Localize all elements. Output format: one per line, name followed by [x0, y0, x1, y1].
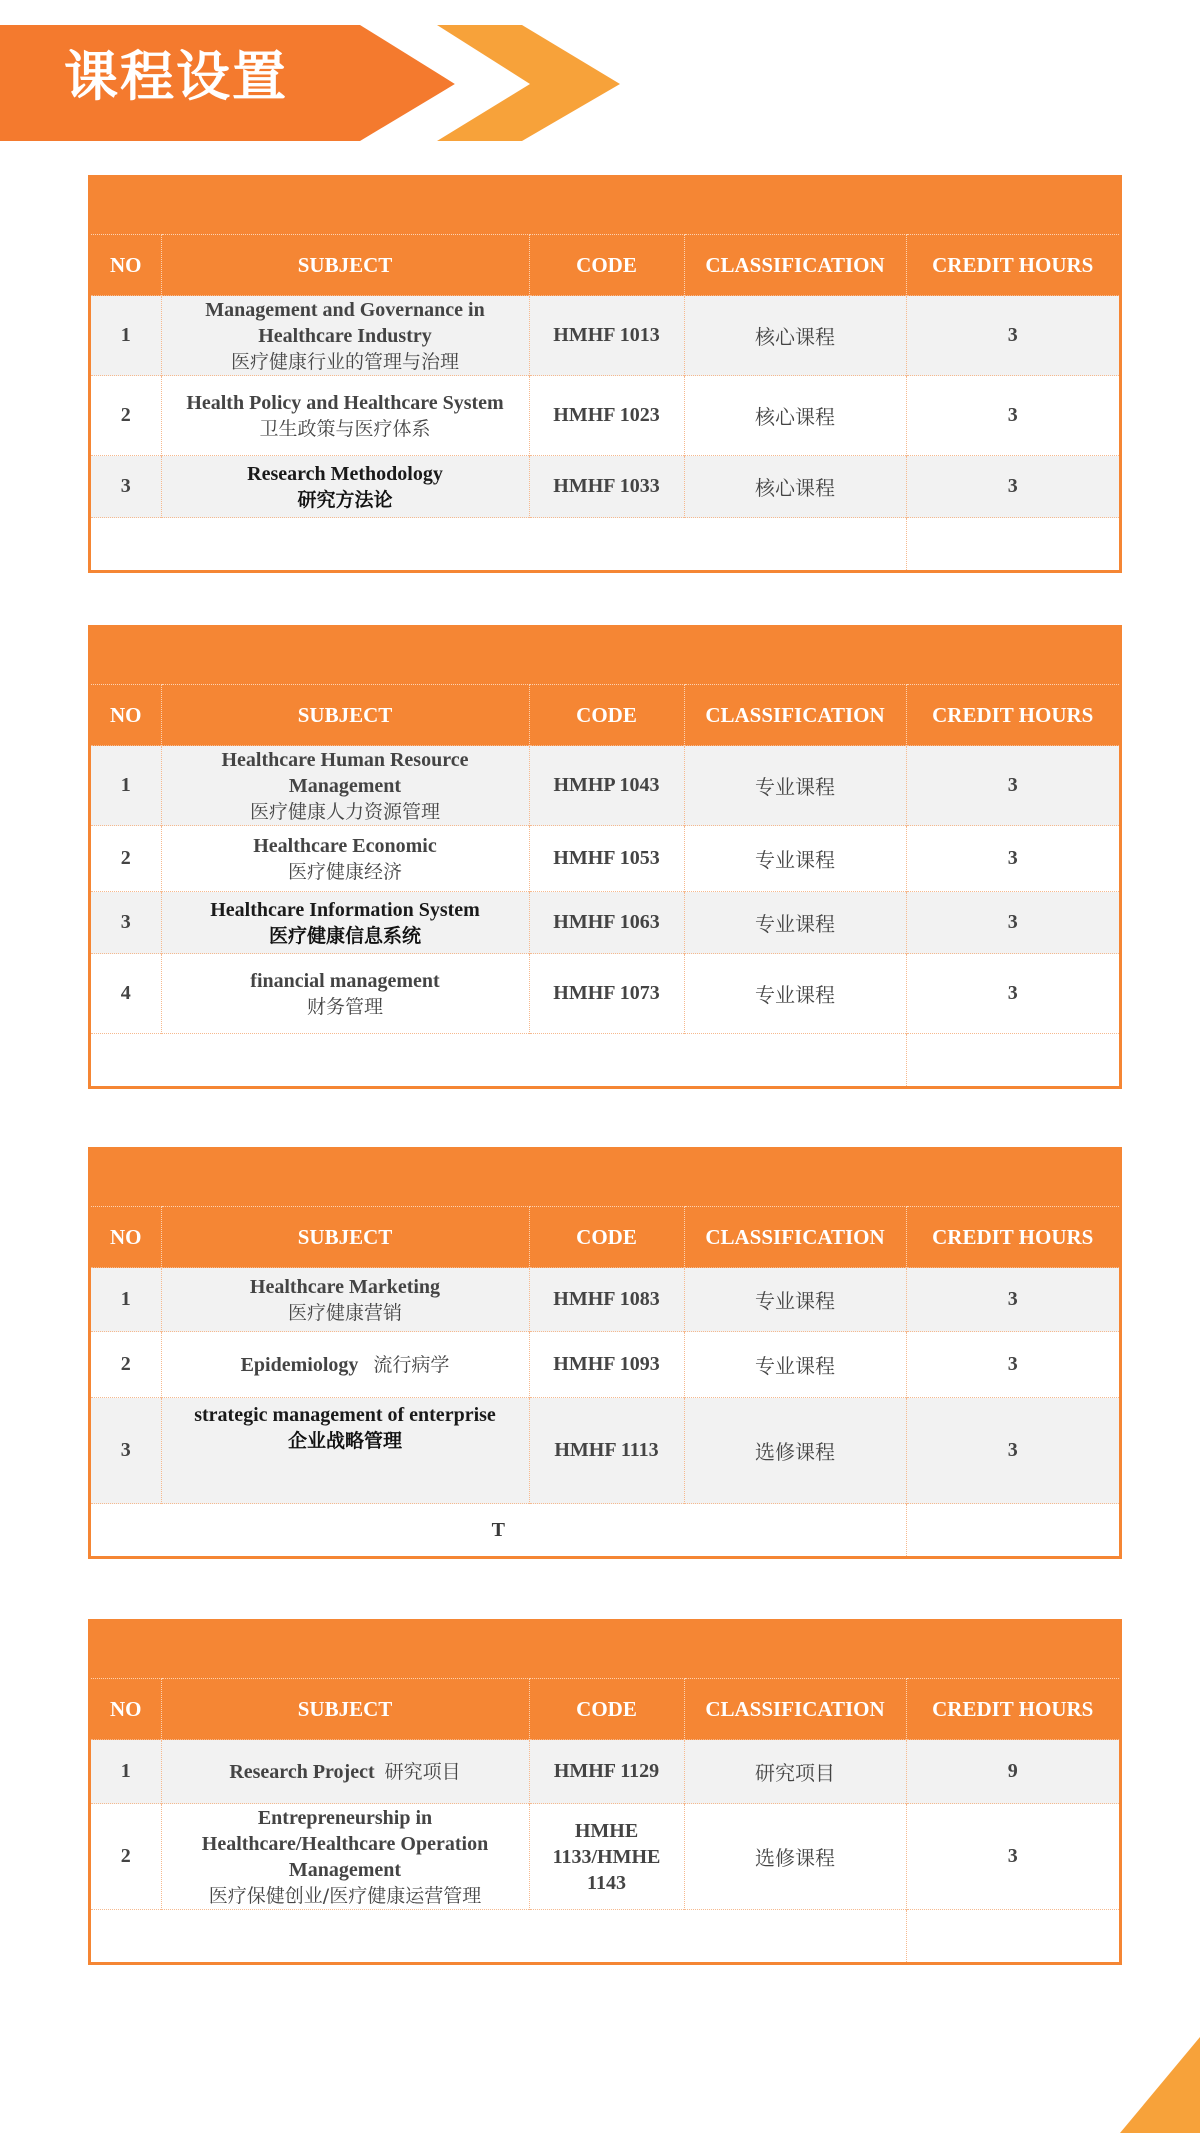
header-code: CODE [529, 685, 684, 746]
header-no: NO [91, 685, 161, 746]
subject-zh: 医疗健康行业的管理与治理 [230, 350, 459, 373]
header-subject: SUBJECT [161, 1207, 529, 1268]
row-code: HMHF 1023 [529, 376, 684, 456]
header-classification: CLASSIFICATION [684, 1679, 906, 1740]
header-classification: CLASSIFICATION [684, 235, 906, 296]
row-no: 3 [91, 1398, 161, 1504]
row-no: 2 [91, 1332, 161, 1398]
footer-cell-right [906, 1034, 1119, 1087]
header-subject: SUBJECT [161, 1679, 529, 1740]
row-classification: 研究项目 [684, 1740, 906, 1804]
row-credit: 3 [906, 376, 1119, 456]
subject-zh: 研究项目 [384, 1760, 461, 1783]
subject-zh: 医疗保健创业/医疗健康运营管理 [208, 1884, 482, 1907]
row-no: 1 [91, 746, 161, 826]
table-footer [91, 1910, 1119, 1963]
table-footer [91, 518, 1119, 571]
header-credit-hours: CREDIT HOURS [906, 685, 1119, 746]
subject-en: strategic management of enterprise [194, 1404, 496, 1426]
table-band [91, 178, 1119, 235]
row-credit: 3 [906, 296, 1119, 376]
table-row [91, 296, 1119, 376]
subject-zh: 财务管理 [306, 995, 383, 1018]
row-classification: 专业课程 [684, 1332, 906, 1398]
subject-zh: 医疗健康营销 [287, 1301, 402, 1324]
row-classification: 专业课程 [684, 954, 906, 1034]
row-no: 2 [91, 376, 161, 456]
row-subject [161, 376, 529, 456]
row-no: 3 [91, 892, 161, 954]
row-credit: 3 [906, 954, 1119, 1034]
table-row [91, 1268, 1119, 1332]
row-code: HMHF 1053 [529, 826, 684, 892]
subject-en: Research Project [229, 1760, 375, 1783]
row-credit: 3 [906, 1804, 1119, 1910]
subject-en: Healthcare Human Resource Management [221, 748, 469, 797]
row-credit: 3 [906, 456, 1119, 518]
row-credit: 3 [906, 892, 1119, 954]
row-classification: 选修课程 [684, 1804, 906, 1910]
course-table-3 [88, 1147, 1122, 1559]
row-no: 1 [91, 296, 161, 376]
row-subject [161, 746, 529, 826]
table-band [91, 1150, 1119, 1207]
row-code: HMHF 1033 [529, 456, 684, 518]
subject-en: financial management [250, 969, 440, 992]
row-subject [161, 296, 529, 376]
table-row [91, 826, 1119, 892]
table-footer [91, 1504, 1119, 1557]
subject-en: Entrepreneurship in Healthcare/Healthcare Operation Management [201, 1806, 489, 1881]
row-code: HMHE 1133/HMHE 1143 [529, 1804, 684, 1910]
row-no: 2 [91, 1804, 161, 1910]
row-credit: 3 [906, 1398, 1119, 1504]
table-row [91, 746, 1119, 826]
table-row [91, 456, 1119, 518]
header-no: NO [91, 1679, 161, 1740]
table-row [91, 1804, 1119, 1910]
subject-en: Research Methodology [247, 462, 443, 485]
course-table-4 [88, 1619, 1122, 1965]
row-code: HMHF 1113 [529, 1398, 684, 1504]
row-no: 3 [91, 456, 161, 518]
corner-triangle-decoration [1120, 2037, 1200, 2133]
row-credit: 3 [906, 746, 1119, 826]
table-band [91, 628, 1119, 685]
subject-en: Health Policy and Healthcare System [186, 391, 504, 414]
table-row [91, 954, 1119, 1034]
row-classification: 专业课程 [684, 1268, 906, 1332]
footer-cell-right [906, 1504, 1119, 1557]
row-credit: 3 [906, 1268, 1119, 1332]
subject-zh: 医疗健康人力资源管理 [249, 800, 440, 823]
header-credit-hours: CREDIT HOURS [906, 1679, 1119, 1740]
footer-cell [91, 518, 906, 571]
footer-cell-right [906, 518, 1119, 571]
course-table-1 [88, 175, 1122, 573]
header-subject: SUBJECT [161, 685, 529, 746]
row-subject [161, 1804, 529, 1910]
table-row [91, 892, 1119, 954]
row-no: 1 [91, 1268, 161, 1332]
page-title: 课程设置 [64, 45, 288, 108]
subject-en: Healthcare Information System [210, 898, 480, 921]
row-code: HMHF 1013 [529, 296, 684, 376]
row-code: HMHF 1073 [529, 954, 684, 1034]
row-code: HMHP 1043 [529, 746, 684, 826]
header-no: NO [91, 235, 161, 296]
subject-zh: 医疗健康经济 [287, 860, 402, 883]
row-no: 4 [91, 954, 161, 1034]
row-subject [161, 1398, 529, 1504]
table-row [91, 376, 1119, 456]
row-code: HMHF 1063 [529, 892, 684, 954]
header-code: CODE [529, 235, 684, 296]
table-row [91, 1740, 1119, 1804]
row-no: 2 [91, 826, 161, 892]
row-classification: 专业课程 [684, 826, 906, 892]
row-classification: 选修课程 [684, 1398, 906, 1504]
subject-en: Healthcare Economic [253, 834, 437, 857]
table-footer [91, 1034, 1119, 1087]
header-subject: SUBJECT [161, 235, 529, 296]
row-code: HMHF 1093 [529, 1332, 684, 1398]
footer-cell [91, 1910, 906, 1963]
footer-cell: T [91, 1504, 906, 1557]
subject-zh: 医疗健康信息系统 [268, 924, 421, 947]
row-code: HMHF 1129 [529, 1740, 684, 1804]
row-subject [161, 954, 529, 1034]
subject-en: Management and Governance in Healthcare Industry [205, 298, 485, 347]
header-credit-hours: CREDIT HOURS [906, 1207, 1119, 1268]
row-classification: 核心课程 [684, 376, 906, 456]
row-classification: 专业课程 [684, 746, 906, 826]
header-code: CODE [529, 1207, 684, 1268]
header-classification: CLASSIFICATION [684, 1207, 906, 1268]
row-credit: 3 [906, 1332, 1119, 1398]
title-banner [0, 0, 640, 150]
header-credit-hours: CREDIT HOURS [906, 235, 1119, 296]
subject-zh: 研究方法论 [297, 488, 393, 511]
row-credit: 9 [906, 1740, 1119, 1804]
subject-zh: 企业战略管理 [287, 1430, 402, 1452]
subject-zh: 卫生政策与医疗体系 [259, 417, 431, 440]
footer-cell [91, 1034, 906, 1087]
row-subject [161, 1332, 529, 1398]
footer-cell-right [906, 1910, 1119, 1963]
table-row [91, 1332, 1119, 1398]
row-code: HMHF 1083 [529, 1268, 684, 1332]
header-no: NO [91, 1207, 161, 1268]
row-credit: 3 [906, 826, 1119, 892]
row-no: 1 [91, 1740, 161, 1804]
row-classification: 核心课程 [684, 456, 906, 518]
row-subject [161, 456, 529, 518]
row-subject [161, 1740, 529, 1804]
row-classification: 专业课程 [684, 892, 906, 954]
subject-en: Healthcare Marketing [249, 1275, 441, 1298]
row-subject [161, 1268, 529, 1332]
table-band [91, 1622, 1119, 1679]
header-code: CODE [529, 1679, 684, 1740]
row-subject [161, 826, 529, 892]
header-classification: CLASSIFICATION [684, 685, 906, 746]
subject-en: Epidemiology [240, 1353, 359, 1376]
subject-zh: 流行病学 [373, 1353, 450, 1376]
row-subject [161, 892, 529, 954]
row-classification: 核心课程 [684, 296, 906, 376]
course-table-2 [88, 625, 1122, 1089]
table-row [91, 1398, 1119, 1504]
